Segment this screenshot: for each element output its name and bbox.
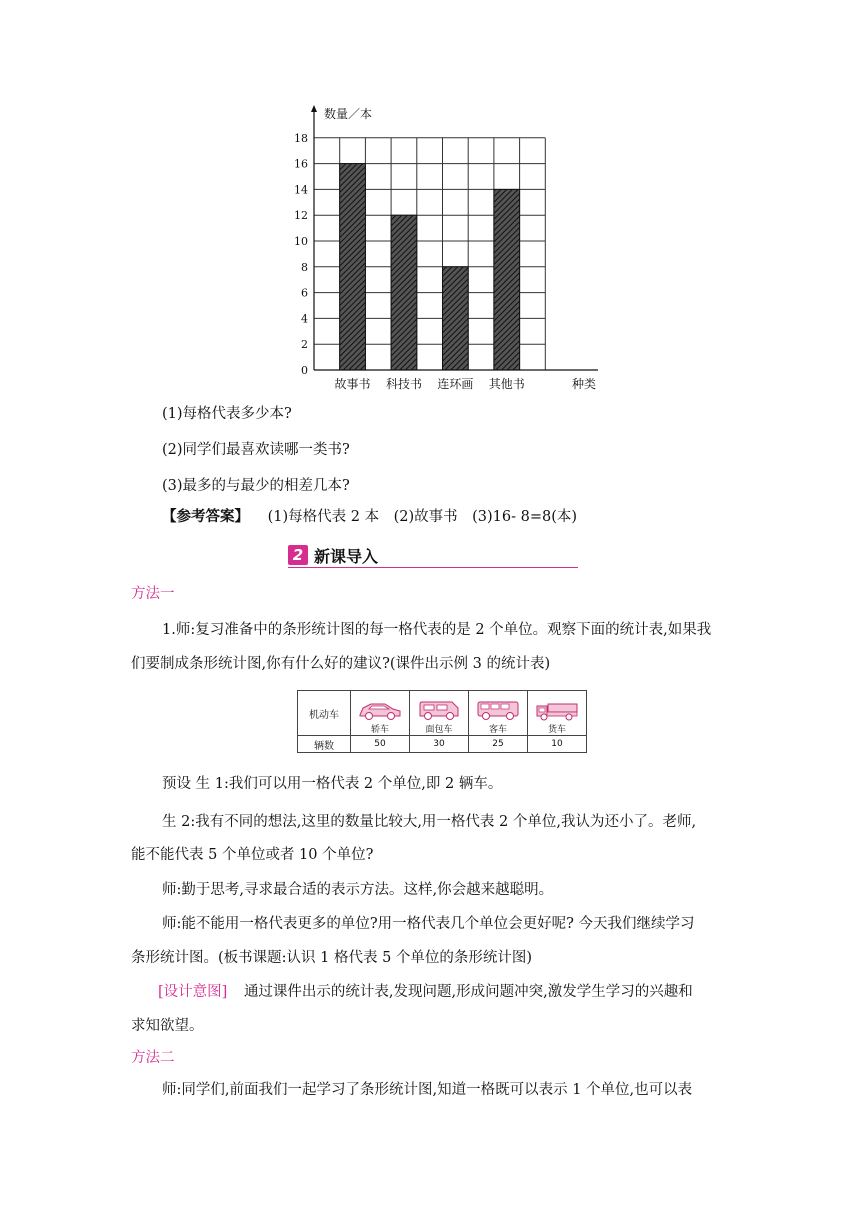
- vehicle-count-4: 10: [528, 736, 587, 753]
- question-2: (2)同学们最喜欢读哪一类书?: [162, 442, 350, 458]
- section-underline: [288, 567, 578, 568]
- table-cell-vehicle-4: [528, 691, 587, 736]
- method1-paragraph1-line1: 1.师:复习准备中的条形统计图的每一格代表的是 2 个单位。观察下面的统计表,如果我: [162, 622, 712, 638]
- method1-heading: 方法一: [131, 586, 175, 602]
- vehicle-name-2: 面包车: [425, 725, 453, 735]
- answer-text: (1)每格代表 2 本 (2)故事书 (3)16- 8=8(本): [267, 509, 578, 525]
- design-intent-line2: 求知欲望。: [131, 1018, 204, 1034]
- van-icon: [416, 698, 462, 722]
- y-axis-title: 数量／本: [324, 107, 373, 121]
- x-tick-label: 科技书: [385, 377, 422, 391]
- x-axis-title: 种类: [571, 377, 597, 391]
- design-intent-label: [设计意图]: [158, 984, 228, 1000]
- y-tick-label: 4: [301, 312, 308, 326]
- y-tick-label: 12: [294, 209, 308, 223]
- question-3: (3)最多的与最少的相差几本?: [162, 478, 350, 494]
- method1-paragraph2: 预设 生 1:我们可以用一格代表 2 个单位,即 2 辆车。: [162, 776, 503, 792]
- table-cell-vehicle-1: [351, 691, 410, 736]
- bar-科技书: [391, 215, 417, 370]
- bar-连环画: [443, 267, 469, 370]
- y-tick-label: 16: [294, 157, 308, 171]
- table-header-vehicle: 机动车: [298, 691, 351, 736]
- y-tick-label: 14: [294, 183, 308, 197]
- vehicle-name-1: 轿车: [370, 725, 389, 735]
- vehicle-count-2: 30: [410, 736, 469, 753]
- y-tick-label: 10: [294, 235, 308, 248]
- y-tick-label: 18: [294, 131, 308, 145]
- method1-paragraph3-line2: 能不能代表 5 个单位或者 10 个单位?: [131, 847, 374, 863]
- design-intent-text: 通过课件出示的统计表,发现问题,形成问题冲突,激发学生学习的兴趣和: [243, 984, 693, 1000]
- method2-paragraph1: 师:同学们,前面我们一起学习了条形统计图,知道一格既可以表示 1 个单位,也可以表: [162, 1082, 693, 1098]
- bar-其他书: [494, 189, 520, 370]
- car-icon: [357, 698, 403, 722]
- method1-paragraph1-line2: 们要制成条形统计图,你有什么好的建议?(课件出示例 3 的统计表): [131, 656, 551, 672]
- bar-chart: [290, 100, 610, 400]
- vehicle-name-3: 客车: [488, 725, 507, 735]
- answer-label: 【参考答案】: [162, 508, 249, 525]
- design-intent-line1: [158, 982, 693, 1002]
- answer-line: [162, 507, 577, 527]
- vehicle-name-4: 货车: [547, 725, 566, 735]
- y-tick-label: 8: [301, 260, 308, 274]
- vehicle-count-1: 50: [351, 736, 410, 753]
- method1-paragraph4: 师:勤于思考,寻求最合适的表示方法。这样,你会越来越聪明。: [162, 882, 554, 898]
- x-tick-label: 故事书: [334, 377, 371, 391]
- question-1: (1)每格代表多少本?: [162, 406, 292, 422]
- truck-icon: [534, 698, 580, 722]
- y-tick-label: 0: [301, 364, 308, 377]
- method2-heading: 方法二: [131, 1050, 175, 1066]
- x-tick-label: 连环画: [437, 377, 474, 391]
- bus-icon: [475, 698, 521, 722]
- table-cell-vehicle-2: [410, 691, 469, 736]
- y-tick-label: 6: [301, 286, 308, 300]
- method1-paragraph5-line1: 师:能不能用一格代表更多的单位?用一格代表几个单位会更好呢? 今天我们继续学习: [162, 916, 695, 932]
- method1-paragraph3-line1: 生 2:我有不同的想法,这里的数量比较大,用一格代表 2 个单位,我认为还小了。老师,: [162, 814, 697, 830]
- vehicle-count-3: 25: [469, 736, 528, 753]
- section-title: 新课导入: [314, 547, 379, 566]
- vehicle-stats-table: [297, 690, 587, 753]
- x-tick-label: 其他书: [488, 377, 525, 391]
- table-cell-vehicle-3: [469, 691, 528, 736]
- y-tick-label: 2: [301, 338, 308, 352]
- y-axis-arrow: [311, 105, 317, 112]
- section-number-badge: 2: [288, 545, 308, 565]
- bar-故事书: [340, 164, 366, 370]
- method1-paragraph5-line2: 条形统计图。(板书课题:认识 1 格代表 5 个单位的条形统计图): [131, 950, 533, 966]
- table-header-count: 辆数: [298, 736, 351, 753]
